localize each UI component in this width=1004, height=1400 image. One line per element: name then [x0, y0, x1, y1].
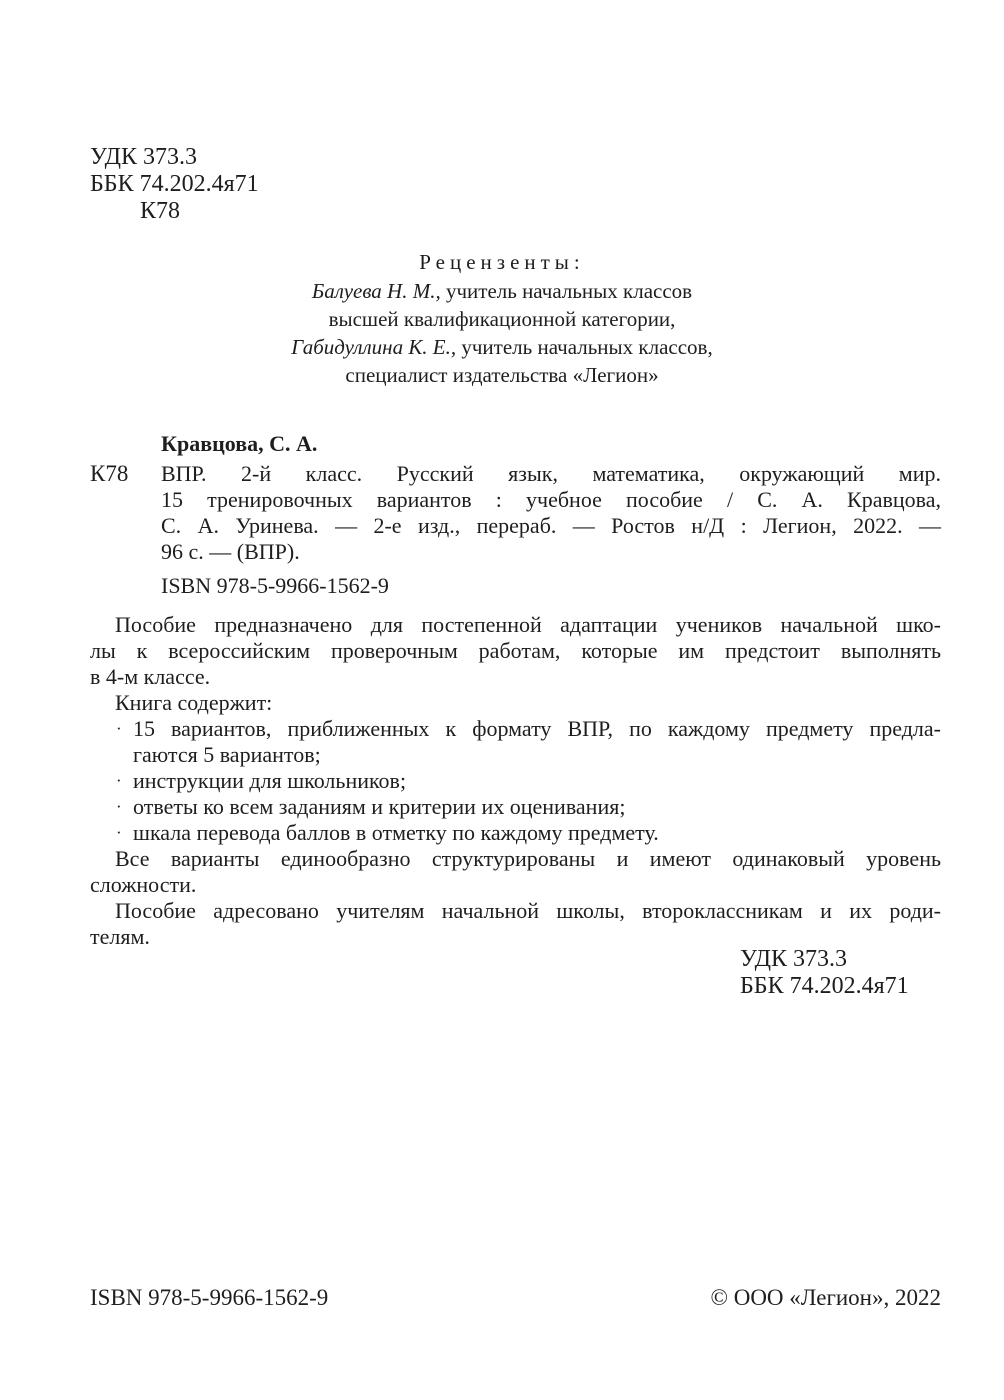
bullet-icon: ·: [116, 719, 122, 738]
reviewer-line: [0, 277, 1004, 305]
reviewers-heading: Рецензенты:: [419, 250, 585, 274]
footer-copyright: © ООО «Легион», 2022: [710, 1285, 941, 1310]
reviewer-line: специалист издательства «Легион»: [345, 363, 659, 387]
card-code: К78: [90, 461, 129, 486]
bullet-icon: ·: [116, 771, 122, 790]
udk-code: УДК 373.3: [90, 144, 197, 170]
card-author: Кравцова, С. А.: [161, 431, 318, 456]
contents-heading: Книга содержит:: [115, 690, 273, 715]
list-item-text: инструкции для школьников;: [133, 768, 407, 793]
bottom-codes-block: [740, 946, 909, 1000]
footer-isbn: ISBN 978-5-9966-1562-9: [90, 1285, 329, 1310]
reviewer-name: Балуева Н. М.,: [311, 279, 441, 303]
annotation-paragraph: Все варианты единообразно структурированы и имеют одинаковый уровень сложности.: [90, 846, 941, 897]
list-item: [90, 820, 941, 846]
bullet-icon: ·: [116, 797, 122, 816]
bullet-icon: ·: [116, 823, 122, 842]
reviewer-line: [0, 333, 1004, 361]
list-item: [90, 716, 941, 768]
card-description: ВПР. 2-й класс. Русский язык, математика, окружающий мир. 15 тренировочных вариантов : учебное пособие / С. А. Кравцова, С. А. Уринева. — 2-е изд., перераб. — Ростов н/Д : Легион, 2022. — 96 с. — (ВПР).: [161, 461, 941, 564]
reviewer-name: Габидуллина К. Е.,: [291, 335, 457, 359]
reviewer-role: учитель начальных классов: [440, 279, 693, 303]
list-item-text: шкала перевода баллов в отметку по каждому предмету.: [133, 820, 659, 845]
list-item: [90, 794, 941, 820]
list-item-text: 15 вариантов, приближенных к формату ВПР, по каждому предмету предла- гаются 5 вариантов;: [133, 716, 941, 767]
bbk-code: ББК 74.202.4я71: [90, 171, 259, 197]
list-item-text: ответы ко всем заданиям и критерии их оценивания;: [133, 794, 626, 819]
bbk-code-bottom: ББК 74.202.4я71: [740, 973, 909, 999]
udk-code-bottom: УДК 373.3: [740, 946, 847, 972]
annotation-block: [90, 612, 941, 950]
list-item: [90, 768, 941, 794]
reviewer-role: учитель начальных классов,: [456, 335, 713, 359]
annotation-paragraph: Пособие адресовано учителям начальной школы, второклассникам и их роди- телям.: [90, 898, 941, 949]
reviewer-line: высшей квалификационной категории,: [328, 307, 676, 331]
author-sign-code: К78: [140, 198, 181, 224]
top-codes-block: [90, 144, 259, 225]
annotation-paragraph: Пособие предназначено для постепенной адаптации учеников начальной шко- лы к всероссийским проверочным работам, которые им предстоит выполнять в 4-м классе.: [90, 612, 941, 689]
card-isbn: ISBN 978-5-9966-1562-9: [161, 573, 389, 598]
reviewers-block: [0, 248, 1004, 389]
footer: [90, 1285, 941, 1311]
